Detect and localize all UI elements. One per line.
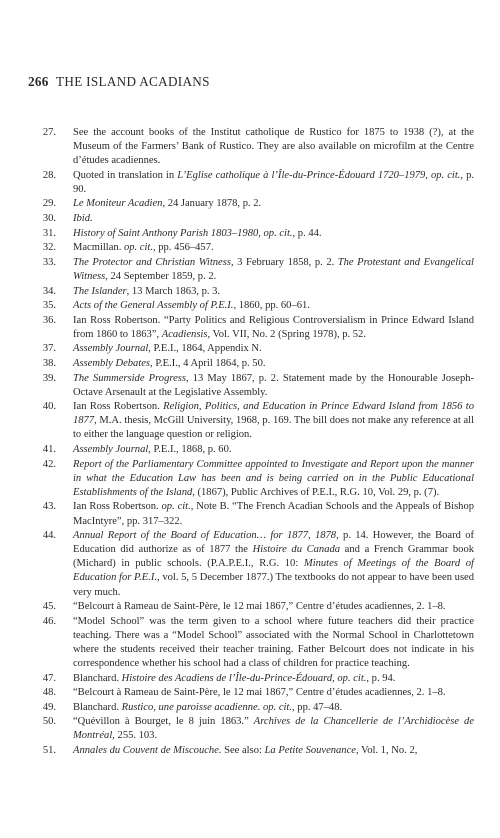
endnote-text: Acts of the General Assembly of P.E.I., 1860, pp. 60–61. [73,300,310,312]
endnote-text: Quoted in translation in L’Eglise catholique à l’Île-du-Prince-Édouard 1720–1979, op. cit., p. 90. [73,169,474,195]
endnote [28,342,474,356]
endnote-text: Annales du Couvent de Miscouche. See also: La Petite Souvenance, Vol. 1, No. 2, [73,745,418,757]
endnote-text: The Islander, 13 March 1863, p. 3. [73,285,221,297]
endnote-number: 51. [42,745,56,757]
endnote [28,458,474,500]
endnote-text: The Protector and Christian Witness, 3 February 1858, p. 2. The Protestant and Evangelical Witness, 24 September 1859, p. 2. [73,256,474,282]
endnote-number: 36. [42,314,56,326]
endnote [28,212,474,226]
endnote-text: Report of the Parliamentary Committee appointed to Investigate and Report upon the manner in what the Education Law has been and is being carried on in the Public Educational Establishments of the Island, (1867), Public Archives of P.E.I., R.G. 10, Vol. 29, p. (7). [73,458,474,498]
endnote-text: Ian Ross Robertson. Religion, Politics, and Education in Prince Edward Island from 1856 to 1877, M.A. thesis, McGill University, 1968, p. 169. The bill does not make any reference at all to either the language question or religion. [73,401,474,441]
endnote-number: 39. [42,372,56,384]
endnote [28,615,474,671]
endnote [28,241,474,255]
endnote [28,500,474,528]
endnote [28,686,474,700]
endnote-number: 45. [42,601,56,613]
endnote-number: 49. [42,701,56,713]
endnote [28,285,474,299]
endnote-text: Assembly Debates, P.E.I., 4 April 1864, p. 50. [73,358,266,369]
endnote-text: History of Saint Anthony Parish 1803–1980, op. cit., p. 44. [73,227,322,239]
endnote [28,126,474,168]
endnote-number: 34. [42,285,56,297]
endnote [28,197,474,211]
endnote [28,701,474,715]
endnote [28,314,474,342]
endnote-number: 40. [42,401,56,413]
endnote-number: 35. [42,300,56,312]
running-title: THE ISLAND ACADIANS [56,74,210,89]
endnote-text: Ian Ross Robertson. op. cit., Note B. “The French Acadian Schools and the Appeals of Bishop MacIntyre”, pp. 317–322. [73,501,475,527]
endnote-number: 27. [42,127,56,138]
endnote-text: “Model School” was the term given to a school where future teachers did their practice teaching. There was a “Model School” associated with the Normal School in Charlottetown where the students received their teacher training. Father Belcourt does not indicate in his correspondence whether his school had a class of children for practice teaching. [73,615,474,669]
endnote-text: “Quévillon à Bourget, le 8 juin 1863.” Archives de la Chancellerie de l’Archidiocèse de Montréal, 255. 103. [73,716,474,742]
endnote-number: 46. [42,615,56,627]
endnote [28,744,474,758]
endnote-text: See the account books of the Institut catholique de Rustico for 1875 to 1938 (?), at the Museum of the Farmers’ Bank of Rustico. They are also available on microfilm at the Centre d’études acadiennes. [73,127,474,167]
endnote-number: 37. [42,343,56,355]
endnote-text: Assembly Journal, P.E.I., 1864, Appendix N. [73,343,262,355]
endnote [28,372,474,400]
endnotes-list [28,126,474,759]
endnote [28,357,474,371]
endnote-number: 28. [42,169,56,181]
endnote [28,169,474,197]
endnote-text: Blanchard. Rustico, une paroisse acadienne. op. cit., pp. 47–48. [73,701,343,713]
endnote-number: 33. [42,256,56,268]
endnote-number: 30. [42,213,56,225]
endnote-text: “Belcourt à Rameau de Saint-Père, le 12 mai 1867,” Centre d’études acadiennes, 2. 1–8. [73,687,446,699]
endnote [28,256,474,284]
endnote [28,299,474,313]
endnote [28,400,474,442]
endnote [28,529,474,599]
endnote-text: “Belcourt à Rameau de Saint-Père, le 12 mai 1867,” Centre d’études acadiennes, 2. 1–8. [73,601,446,613]
endnote-text: Blanchard. Histoire des Acadiens de l’Île-du-Prince-Édouard, op. cit., p. 94. [73,672,396,684]
endnote-text: Macmillan. op. cit., pp. 456–457. [73,242,214,254]
endnote [28,672,474,686]
endnote-number: 32. [42,242,56,254]
endnote-text: Ian Ross Robertson. “Party Politics and Religious Controversialism in Prince Edward Island from 1860 to 1863”, Acadiensis, Vol. VII, No. 2 (Spring 1978), p. 52. [73,314,474,340]
endnote [28,227,474,241]
endnote-number: 47. [42,672,56,684]
page-number: 266 [28,74,49,89]
endnote [28,600,474,614]
endnote-number: 38. [42,358,56,369]
endnote-text: Annual Report of the Board of Education… for 1877, 1878, p. 14. However, the Board of Education did authorize as of 1877 the Histoire du Canada and a French Grammar book (Michard) in public schools. (P.A.P.E.I., R.G. 10: Minutes of Meetings of the Board of Education for P.E.I., vol. 5, 5 December 1877.) The textbooks do not appear to have been used very much. [73,530,475,598]
endnote-number: 29. [42,198,56,210]
endnote-text: Ibid. [73,213,93,225]
endnote-text: Le Moniteur Acadien, 24 January 1878, p. 2. [73,198,262,210]
endnote-number: 43. [42,501,56,513]
endnote-number: 48. [42,687,56,699]
endnote-number: 44. [42,530,56,542]
endnote-number: 42. [42,458,56,470]
endnote [28,715,474,743]
endnote-text: The Summerside Progress, 13 May 1867, p. 2. Statement made by the Honourable Joseph-Octave Arsenault at the Legislative Assembly. [73,372,474,398]
endnote-number: 41. [42,444,56,456]
endnote-text: Assembly Journal, P.E.I., 1868, p. 60. [73,444,232,456]
endnote [28,443,474,457]
endnote-number: 31. [42,227,56,239]
page-header [28,74,210,90]
endnote-number: 50. [42,716,56,728]
